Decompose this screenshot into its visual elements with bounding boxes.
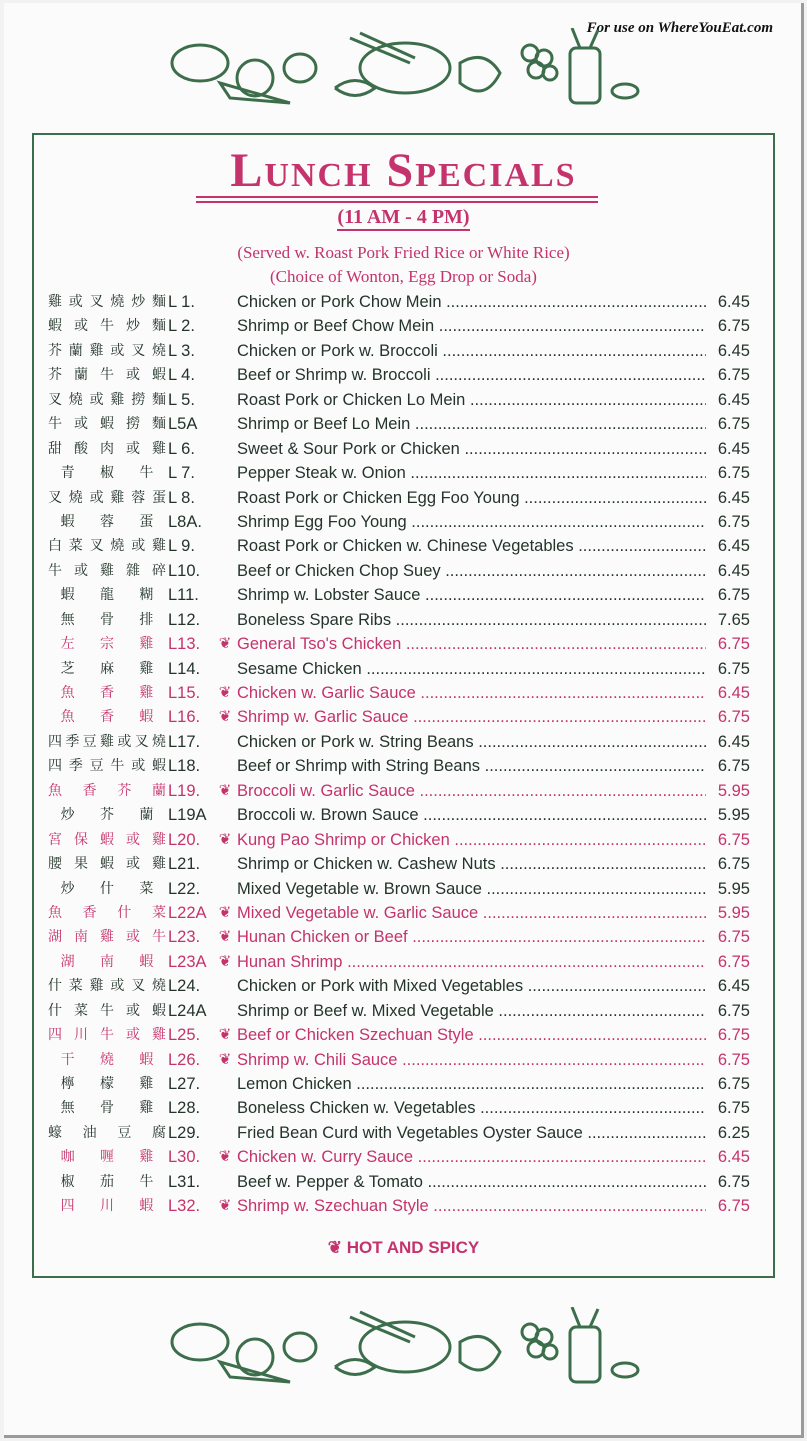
menu-item [48, 730, 748, 754]
chili-pepper-icon: ❦ [218, 635, 232, 653]
menu-item-chinese-name: 芝 麻 雞 [60, 660, 154, 677]
menu-item-code: L22A [168, 903, 207, 922]
menu-item [48, 412, 748, 436]
menu-item [48, 290, 748, 314]
menu-item-name: Chicken or Pork w. String Beans ..... [237, 733, 706, 751]
menu-item-code: L26. [168, 1050, 201, 1069]
menu-item-price: 6.75 [706, 510, 750, 534]
menu-item-leader [237, 412, 706, 436]
menu-item-name: Chicken or Pork w. Broccoli ..... [237, 342, 706, 360]
menu-item-price: 6.75 [706, 583, 750, 607]
menu-item [48, 437, 748, 461]
menu-item-name: Roast Pork or Chicken Egg Foo Young ..... [237, 489, 706, 507]
chili-pepper-icon: ❦ [218, 1197, 232, 1215]
menu-item [48, 779, 748, 803]
menu-item-chinese-name: 四 季 豆 雞 或 叉 燒 [48, 733, 166, 750]
menu-item-leader [237, 852, 706, 876]
menu-item-chinese-name: 什 菜 雞 或 叉 燒 [48, 978, 166, 995]
title-underline [196, 196, 598, 198]
menu-item-chinese-name: 蝦 蓉 蛋 [60, 513, 154, 530]
menu-item [48, 1072, 748, 1096]
menu-item-code: L14. [168, 659, 201, 678]
menu-item-chinese-name: 咖 喱 雞 [60, 1149, 154, 1166]
menu-item-name: Kung Pao Shrimp or Chicken ..... [237, 831, 706, 849]
menu-item-leader [237, 339, 706, 363]
menu-item-price: 6.75 [706, 852, 750, 876]
menu-item-price: 6.75 [706, 925, 750, 949]
menu-item-code: L10. [168, 561, 201, 580]
menu-item-leader [237, 803, 706, 827]
menu-item [48, 510, 748, 534]
menu-item [48, 339, 748, 363]
menu-item-price: 6.45 [706, 1145, 750, 1169]
menu-item-chinese-name: 芥 蘭 雞 或 叉 燒 [48, 342, 166, 359]
menu-item [48, 999, 748, 1023]
menu-item-code: L19A [168, 806, 207, 825]
menu-item-code: L 3. [168, 341, 195, 360]
menu-item-chinese-name: 叉 燒 或 雞 撈 麵 [48, 391, 166, 408]
spicy-legend [0, 1238, 807, 1258]
hours-text: (11 AM - 4 PM) [337, 206, 469, 231]
menu-item-price: 6.75 [706, 412, 750, 436]
menu-item-price: 6.75 [706, 1048, 750, 1072]
menu-item [48, 559, 748, 583]
menu-item-name: Shrimp or Beef w. Mixed Vegetable ..... [237, 1002, 706, 1020]
menu-item-leader [237, 461, 706, 485]
menu-item [48, 681, 748, 705]
menu-item-price: 6.75 [706, 1023, 750, 1047]
menu-item-chinese-name: 腰 果 蝦 或 雞 [48, 856, 166, 873]
menu-item-chinese-name: 宮 保 蝦 或 雞 [48, 831, 166, 848]
menu-item [48, 828, 748, 852]
menu-item-name: Boneless Chicken w. Vegetables ..... [237, 1099, 706, 1117]
menu-item [48, 1023, 748, 1047]
menu-item [48, 534, 748, 558]
menu-item-leader [237, 974, 706, 998]
menu-item-chinese-name: 魚 香 蝦 [60, 709, 154, 726]
menu-item-price: 6.75 [706, 632, 750, 656]
menu-item-leader [237, 1072, 706, 1096]
menu-item [48, 583, 748, 607]
menu-item [48, 877, 748, 901]
menu-item-name: Broccoli w. Garlic Sauce ..... [237, 782, 706, 800]
menu-item [48, 657, 748, 681]
menu-item [48, 461, 748, 485]
menu-item-leader [237, 877, 706, 901]
menu-item-price: 5.95 [706, 803, 750, 827]
menu-item-code: L 8. [168, 488, 195, 507]
menu-item [48, 314, 748, 338]
menu-item-code: L12. [168, 610, 201, 629]
menu-item-price: 6.75 [706, 950, 750, 974]
menu-item-name: Mixed Vegetable w. Garlic Sauce ..... [237, 904, 706, 922]
menu-item-code: L 5. [168, 390, 195, 409]
menu-item-price: 6.75 [706, 1170, 750, 1194]
menu-item-chinese-name: 牛 或 蝦 撈 麵 [48, 416, 166, 433]
menu-item-price: 6.75 [706, 1096, 750, 1120]
menu-item-chinese-name: 魚 香 什 菜 [48, 904, 166, 921]
menu-item-code: L 2. [168, 317, 195, 336]
menu-item-name: Hunan Shrimp ..... [237, 953, 706, 971]
menu-item-name: Beef or Chicken Szechuan Style ..... [237, 1026, 706, 1044]
menu-item-leader [237, 730, 706, 754]
menu-item-price: 7.65 [706, 608, 750, 632]
menu-item-name: Roast Pork or Chicken w. Chinese Vegetables ..... [237, 537, 706, 555]
menu-item-leader [237, 486, 706, 510]
menu-item-name: Beef or Shrimp w. Broccoli ..... [237, 366, 706, 384]
menu-item-chinese-name: 魚 香 雞 [60, 685, 154, 701]
menu-item-chinese-name: 湖 南 蝦 [60, 953, 154, 970]
menu-item-code: L22. [168, 879, 201, 898]
menu-item-name: Shrimp w. Chili Sauce ..... [237, 1051, 706, 1069]
menu-item [48, 1170, 748, 1194]
menu-item-code: L5A [168, 415, 198, 434]
menu-item-leader [237, 1170, 706, 1194]
menu-item-code: L25. [168, 1026, 201, 1045]
menu-item-chinese-name: 魚 香 芥 蘭 [48, 782, 166, 799]
menu-item-code: L13. [168, 635, 201, 654]
menu-item [48, 852, 748, 876]
menu-item-code: L24. [168, 977, 201, 996]
menu-item-name: Shrimp or Beef Chow Mein ..... [237, 317, 706, 335]
menu-item-name: Roast Pork or Chicken Lo Mein ..... [237, 391, 706, 409]
menu-item-list [48, 290, 748, 1219]
menu-item-leader [237, 314, 706, 338]
menu-item-leader [237, 534, 706, 558]
menu-item-leader [237, 657, 706, 681]
menu-item-chinese-name: 炒 芥 蘭 [60, 807, 154, 824]
menu-item-code: L27. [168, 1075, 201, 1093]
menu-item [48, 1096, 748, 1120]
menu-item-price: 6.45 [706, 437, 750, 461]
menu-item-code: L23A [168, 952, 207, 971]
menu-item-name: Chicken w. Curry Sauce ..... [237, 1148, 706, 1166]
menu-item-name: Shrimp w. Szechuan Style ..... [237, 1197, 706, 1215]
menu-item-chinese-name: 炒 什 菜 [60, 880, 154, 897]
menu-item [48, 974, 748, 998]
menu-item-leader [237, 779, 706, 803]
menu-item-name: Shrimp or Chicken w. Cashew Nuts ..... [237, 855, 706, 873]
menu-item-chinese-name: 四 季 豆 牛 或 蝦 [48, 758, 166, 775]
menu-item-leader [237, 583, 706, 607]
hours-label [0, 206, 807, 229]
chili-pepper-icon: ❦ [327, 1238, 342, 1257]
menu-item-name: Beef or Shrimp with String Beans ..... [237, 757, 706, 775]
menu-item-name: Mixed Vegetable w. Brown Sauce ..... [237, 880, 706, 898]
menu-item-chinese-name: 四 川 牛 或 雞 [48, 1027, 166, 1044]
menu-item-name: Boneless Spare Ribs ..... [237, 611, 706, 629]
menu-item-name: Chicken or Pork with Mixed Vegetables ..... [237, 977, 706, 995]
menu-item-chinese-name: 無 骨 排 [60, 611, 154, 628]
menu-item-name: Shrimp or Beef Lo Mein ..... [237, 415, 706, 433]
chili-pepper-icon: ❦ [218, 1026, 232, 1044]
menu-item [48, 632, 748, 656]
menu-item-leader [237, 1194, 706, 1218]
watermark: For use on WhereYouEat.com [586, 20, 773, 36]
menu-item-leader [237, 363, 706, 387]
menu-item-chinese-name: 四 川 蝦 [60, 1198, 154, 1215]
menu-item-name: Shrimp w. Garlic Sauce ..... [237, 708, 706, 726]
menu-item-code: L28. [168, 1099, 201, 1118]
menu-item-name: Hunan Chicken or Beef ..... [237, 928, 706, 946]
menu-item-code: L 1. [168, 293, 195, 311]
chili-pepper-icon: ❦ [218, 830, 232, 848]
menu-item-leader [237, 1023, 706, 1047]
menu-item [48, 925, 748, 949]
menu-item-leader [237, 388, 706, 412]
menu-item-leader [237, 632, 706, 656]
menu-item-price: 6.75 [706, 754, 750, 778]
menu-item-name: Pepper Steak w. Onion ..... [237, 464, 706, 482]
menu-item-price: 6.75 [706, 363, 750, 387]
menu-item-price: 6.75 [706, 314, 750, 338]
menu-item-code: L31. [168, 1172, 201, 1191]
menu-item-code: L11. [168, 586, 199, 605]
menu-item-leader [237, 290, 706, 314]
menu-item-chinese-name: 椒 茄 牛 [60, 1173, 154, 1190]
menu-item-code: L30. [168, 1148, 201, 1167]
menu-item-price: 6.75 [706, 1072, 750, 1096]
menu-item-price: 6.25 [706, 1121, 750, 1145]
menu-item [48, 388, 748, 412]
menu-item-price: 6.75 [706, 828, 750, 852]
vegetable-illustration-bottom [160, 1307, 650, 1387]
menu-item [48, 608, 748, 632]
menu-item-leader [237, 754, 706, 778]
menu-item-code: L15. [168, 684, 201, 702]
menu-item [48, 486, 748, 510]
menu-item-code: L23. [168, 928, 201, 947]
menu-item-leader [237, 999, 706, 1023]
menu-item-chinese-name: 芥 蘭 牛 或 蝦 [48, 367, 166, 384]
menu-item-code: L21. [168, 855, 201, 874]
menu-item-code: L18. [168, 757, 201, 776]
menu-item-price: 6.45 [706, 290, 750, 314]
menu-item-code: L19. [168, 781, 201, 800]
menu-item-code: L32. [168, 1197, 201, 1216]
menu-item-leader [237, 437, 706, 461]
menu-item-leader [237, 1048, 706, 1072]
menu-item-price: 6.75 [706, 705, 750, 729]
title-underline [196, 201, 598, 203]
menu-item-price: 6.75 [706, 461, 750, 485]
menu-item [48, 705, 748, 729]
chili-pepper-icon: ❦ [218, 952, 232, 970]
menu-item-price: 6.75 [706, 657, 750, 681]
menu-item-chinese-name: 湖 南 雞 或 牛 [48, 929, 166, 946]
menu-item-leader [237, 828, 706, 852]
menu-item-code: L 6. [168, 439, 195, 458]
menu-item-leader [237, 1096, 706, 1120]
menu-item-price: 6.75 [706, 999, 750, 1023]
menu-item-price: 6.45 [706, 486, 750, 510]
menu-item-price: 6.45 [706, 559, 750, 583]
menu-item-chinese-name: 干 燒 蝦 [60, 1051, 154, 1068]
chili-pepper-icon: ❦ [218, 928, 232, 946]
menu-item-code: L16. [168, 708, 201, 727]
menu-item-chinese-name: 甜 酸 肉 或 雞 [48, 440, 166, 457]
menu-item-leader [237, 681, 706, 705]
menu-item-price: 5.95 [706, 877, 750, 901]
served-with-note: (Served w. Roast Pork Fried Rice or White Rice) [237, 243, 570, 262]
chili-pepper-icon: ❦ [218, 903, 232, 921]
menu-item-name: Chicken or Pork Chow Mein ..... [237, 293, 706, 311]
menu-item-name: Lemon Chicken ..... [237, 1075, 706, 1093]
menu-item-name: Broccoli w. Brown Sauce ..... [237, 806, 706, 824]
menu-item [48, 1048, 748, 1072]
menu-item-chinese-name: 蝦 或 牛 炒 麵 [48, 318, 166, 335]
menu-item-chinese-name: 白 菜 叉 燒 或 雞 [48, 538, 166, 555]
menu-item-chinese-name: 無 骨 雞 [60, 1100, 154, 1117]
menu-item-chinese-name: 雞 或 叉 燒 炒 麵 [48, 294, 166, 310]
menu-item-name: Sweet & Sour Pork or Chicken ..... [237, 440, 706, 458]
menu-item-chinese-name: 左 宗 雞 [60, 636, 154, 653]
chili-pepper-icon: ❦ [218, 684, 232, 701]
menu-item-price: 5.95 [706, 901, 750, 925]
menu-item-chinese-name: 什 菜 牛 或 蝦 [48, 1002, 166, 1019]
menu-item [48, 363, 748, 387]
menu-item-code: L8A. [168, 512, 202, 531]
menu-item-name: Chicken w. Garlic Sauce ..... [237, 684, 706, 702]
menu-item-price: 6.45 [706, 681, 750, 705]
chili-pepper-icon: ❦ [218, 781, 232, 799]
menu-item-leader [237, 510, 706, 534]
menu-item [48, 1194, 748, 1218]
page-title: Lunch Specials [230, 144, 577, 197]
menu-item-chinese-name: 檸 檬 雞 [60, 1076, 154, 1092]
menu-item-price: 6.45 [706, 974, 750, 998]
vegetable-illustration-top [160, 28, 650, 108]
menu-item-price: 6.45 [706, 388, 750, 412]
menu-item [48, 1145, 748, 1169]
menu-item-chinese-name: 青 椒 牛 [60, 465, 154, 482]
menu-item [48, 950, 748, 974]
menu-item-code: L20. [168, 830, 201, 849]
menu-item-leader [237, 950, 706, 974]
menu-item-price: 6.75 [706, 1194, 750, 1218]
menu-item-name: Fried Bean Curd with Vegetables Oyster Sauce ..... [237, 1124, 706, 1142]
menu-item-price: 6.45 [706, 730, 750, 754]
menu-item-chinese-name: 牛 或 雞 雜 碎 [48, 562, 166, 579]
menu-item [48, 901, 748, 925]
menu-item-chinese-name: 蠔 油 豆 腐 [48, 1124, 166, 1141]
chili-pepper-icon: ❦ [218, 708, 232, 726]
menu-item-name: Shrimp w. Lobster Sauce ..... [237, 586, 706, 604]
menu-item-leader [237, 925, 706, 949]
menu-item [48, 1121, 748, 1145]
menu-item-code: L 9. [168, 537, 195, 556]
menu-item [48, 803, 748, 827]
menu-item-name: Sesame Chicken ..... [237, 660, 706, 678]
menu-item-code: L 4. [168, 366, 195, 385]
menu-item-leader [237, 1121, 706, 1145]
menu-item-code: L17. [168, 732, 201, 751]
menu-item-name: Beef or Chicken Chop Suey ..... [237, 562, 706, 580]
menu-item-code: L29. [168, 1123, 201, 1142]
menu-item-price: 5.95 [706, 779, 750, 803]
menu-item-name: General Tso's Chicken ..... [237, 635, 706, 653]
menu-item-leader [237, 1145, 706, 1169]
menu-item-leader [237, 608, 706, 632]
menu-item-code: L 7. [168, 464, 195, 483]
menu-item-leader [237, 705, 706, 729]
chili-pepper-icon: ❦ [218, 1148, 232, 1166]
menu-item-price: 6.45 [706, 534, 750, 558]
menu-item-leader [237, 559, 706, 583]
menu-item-chinese-name: 叉 燒 或 雞 蓉 蛋 [48, 489, 166, 506]
menu-item-leader [237, 901, 706, 925]
menu-item-name: Beef w. Pepper & Tomato ..... [237, 1173, 706, 1191]
menu-item-chinese-name: 蝦 龍 糊 [60, 587, 154, 604]
menu-item-name: Shrimp Egg Foo Young ..... [237, 513, 706, 531]
chili-pepper-icon: ❦ [218, 1050, 232, 1068]
spicy-legend-label: HOT AND SPICY [346, 1238, 480, 1257]
menu-item [48, 754, 748, 778]
menu-item-price: 6.45 [706, 339, 750, 363]
menu-item-code: L24A [168, 1001, 207, 1020]
choice-note: (Choice of Wonton, Egg Drop or Soda) [270, 267, 537, 286]
